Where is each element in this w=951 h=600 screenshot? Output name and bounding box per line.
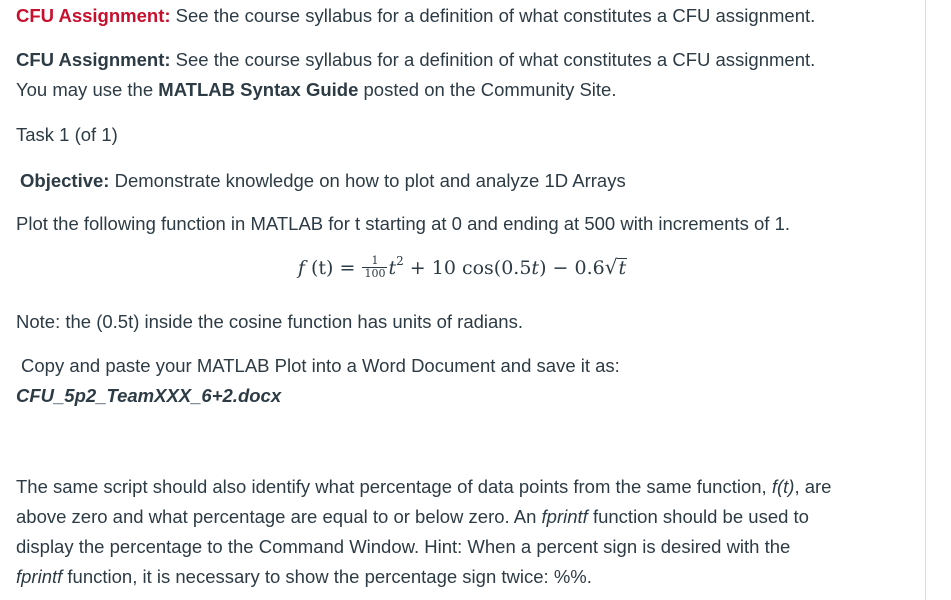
content-right-border: [925, 0, 926, 600]
eq-t-var: t: [388, 257, 397, 279]
eq-frac-denominator: 100: [364, 266, 386, 280]
eq-f: f: [297, 257, 305, 279]
eq-radical-sign: √: [604, 255, 618, 279]
note-text: Note: the (0.5t) inside the cosine function has units of radians.: [16, 311, 523, 332]
task-heading: [16, 123, 118, 147]
copy-instruction-text: Copy and paste your MATLAB Plot into a Word Document and save it as:: [21, 355, 620, 376]
cfu-assignment-label: CFU Assignment:: [16, 5, 171, 26]
syntax-guide-pre: You may use the: [16, 79, 159, 100]
cfu-heading-line-1: [16, 4, 815, 28]
para-l1-pre: The same script should also identify what percentage of data points from the same function,: [16, 476, 772, 497]
para-l3-text: display the percentage to the Command Window. Hint: When a percent sign is desired with the: [16, 536, 791, 557]
eq-middle: + 10 cos(0.5: [403, 257, 532, 279]
paragraph-line-2: [16, 505, 809, 529]
filename-line: [16, 384, 281, 408]
eq-frac-numerator: 1: [362, 255, 387, 268]
eq-t-exponent: 2: [396, 254, 404, 268]
para-l2-fprintf: fprintf: [541, 506, 588, 527]
task-heading-text: Task 1 (of 1): [16, 124, 118, 145]
cfu-heading-line-2: [16, 48, 815, 72]
para-l1-ft: f(t): [771, 476, 795, 497]
eq-middle-close: ) − 0.6: [539, 257, 605, 279]
para-l1-post: , are: [794, 476, 832, 497]
copy-instruction: [21, 354, 620, 378]
output-filename: CFU_5p2_TeamXXX_6+2.docx: [16, 385, 282, 406]
eq-sqrt-arg: t: [618, 257, 627, 279]
note-line: [16, 310, 523, 334]
paragraph-line-1: [16, 475, 831, 499]
para-l4-fprintf: fprintf: [16, 566, 63, 587]
eq-lhs-arg: (t) =: [304, 257, 362, 279]
paragraph-line-4: [16, 565, 592, 589]
plot-instruction: [16, 212, 790, 236]
para-l4-post: function, it is necessary to show the percentage sign twice: %%.: [62, 566, 592, 587]
objective-line: [20, 169, 626, 193]
cfu-assignment-label-2: CFU Assignment:: [16, 49, 171, 70]
objective-label: Objective:: [20, 170, 110, 191]
cfu-assignment-text-2: See the course syllabus for a definition of what constitutes a CFU assignment.: [170, 49, 816, 70]
objective-text: Demonstrate knowledge on how to plot and analyze 1D Arrays: [109, 170, 626, 191]
cfu-assignment-text: See the course syllabus for a definition of what constitutes a CFU assignment.: [170, 5, 816, 26]
syntax-guide-post: posted on the Community Site.: [358, 79, 617, 100]
syntax-guide-line: [16, 78, 616, 102]
para-l2-post: function should be used to: [587, 506, 809, 527]
eq-middle-t: t: [531, 257, 540, 279]
para-l2-pre: above zero and what percentage are equal to or below zero. An: [16, 506, 542, 527]
plot-instruction-text: Plot the following function in MATLAB for t starting at 0 and ending at 500 with increments of 1.: [16, 213, 791, 234]
function-equation: [0, 254, 925, 282]
matlab-syntax-guide-text: MATLAB Syntax Guide: [158, 79, 359, 100]
paragraph-line-3: [16, 535, 790, 559]
eq-fraction: [362, 255, 387, 280]
